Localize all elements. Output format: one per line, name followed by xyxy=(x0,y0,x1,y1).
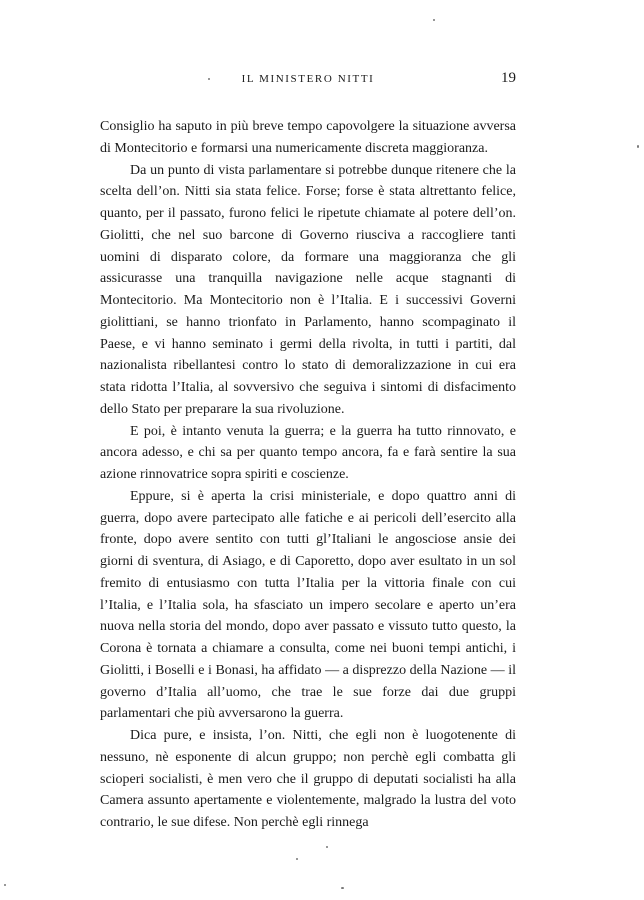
page-number: 19 xyxy=(501,70,516,86)
paper-speck xyxy=(4,884,6,886)
running-header xyxy=(100,70,516,90)
paper-speck xyxy=(637,145,639,148)
paper-speck xyxy=(433,19,435,21)
paper-speck xyxy=(296,858,298,860)
paragraph: Dica pure, e insista, l’on. Nitti, che egli non è luogotenente di nessuno, nè esponente di alcun gruppo; non perchè egli combatta gli scioperi socialisti, è men vero che il gruppo di deputati socialisti ha alla Camera assunto apertamente e violentemente, malgrado la lustra del voto contrario, le sue difese. Non perchè egli rinnega xyxy=(100,728,516,830)
paragraph: Eppure, si è aperta la crisi ministeriale, e dopo quattro anni di guerra, dopo avere partecipato alle fatiche e ai pericoli dell’esercito alla fronte, dopo avere sentito con tutti gl’Italiani le angosciose ansie dei giorni di sventura, di Asiago, e di Caporetto, dopo aver esultato in un sol fremito di entusiasmo con tutta l’Italia per la vittoria finale con cui l’Italia, e l’Italia sola, ha sfasciato un impero secolare e aperto un’era nuova nella storia del mondo, dopo aver passato e vissuto tutto questo, la Corona è tornata a chiamare a consulta, come nei buoni tempi antichi, i Giolitti, i Boselli e i Bonasi, ha affidato — a disprezzo della Nazione — il governo d’Italia all’uomo, che trae le sue forze dai due gruppi parlamentari che più avversarono la guerra. xyxy=(100,488,516,722)
paper-speck xyxy=(326,846,328,848)
paper-speck xyxy=(208,78,210,80)
paragraph: Da un punto di vista parlamentare si potrebbe dunque ritenere che la scelta dell’on. Nitti sia stata felice. Forse; forse è stata altrettanto felice, quanto, per il passato, furono felici le ripetute chiamate al potere dell’on. Giolitti, che nel suo barcone di Governo riusciva a raccogliere tanti uomini di disparato colore, da formare una maggioranza che gli assicurasse una tranquilla navigazione nelle acque stagnanti di Montecitorio. Ma Montecitorio non è l’Italia. E i successivi Governi giolittiani, se hanno trionfato in Parlamento, hanno scompaginato il Paese, e vi hanno seminato i germi della rivolta, in tutti i partiti, dal nazionalista ribellantesi contro lo stato di demoralizzazione in cui era stata ridotta l’Italia, al sovversivo che seguiva i sintomi di disfacimento dello Stato per preparare la sua rivoluzione. xyxy=(100,162,516,417)
paragraph: Consiglio ha saputo in più breve tempo capovolgere la situazione avversa di Montecitorio e formarsi una numericamente discreta maggioranza. xyxy=(100,119,516,156)
paper-speck xyxy=(341,887,344,889)
body-text xyxy=(100,116,516,834)
paragraph: E poi, è intanto venuta la guerra; e la guerra ha tutto rinnovato, e ancora adesso, e chi sa per quanto tempo ancora, fa e farà sentire la sua azione rinnovatrice sopra spiriti e coscienze. xyxy=(100,423,516,482)
running-title: IL MINISTERO NITTI xyxy=(241,73,375,85)
